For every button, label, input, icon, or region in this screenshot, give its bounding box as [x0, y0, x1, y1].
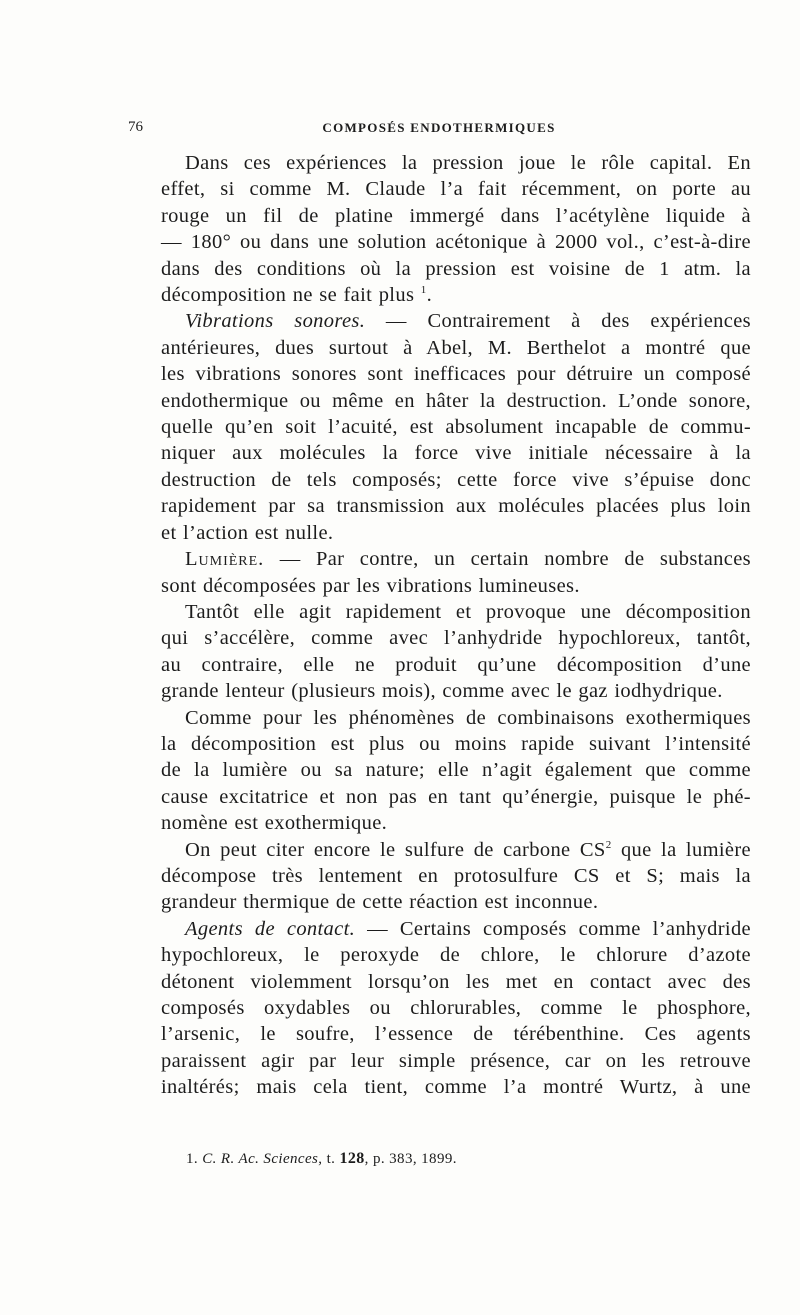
text-line — [161, 308, 751, 334]
paragraph-sulfure — [161, 837, 751, 916]
text-line: rapidement par sa transmission aux molécules placées plus loin — [161, 495, 751, 518]
footnote-tome: , t. — [318, 1151, 340, 1167]
text-line: niquer aux molécules la force vive initiale nécessaire à la — [161, 442, 751, 465]
page-header — [128, 119, 750, 143]
section-heading-lumiere: Lumière. — [185, 548, 265, 571]
text-line — [161, 546, 751, 572]
text-line: antérieures, dues surtout à Abel, M. Berthelot a montré que — [161, 336, 751, 359]
text-line — [161, 916, 751, 942]
text-line: l’arsenic, le soufre, l’essence de térébenthine. Ces agents — [161, 1023, 751, 1046]
page-number: 76 — [128, 119, 143, 135]
text-line: qui s’accélère, comme avec l’anhydride hypochloreux, tantôt, — [161, 627, 751, 650]
text-line: la décomposition est plus ou moins rapide suivant l’intensité — [161, 732, 751, 755]
paragraph-agents-contact — [161, 916, 751, 1101]
text-line: Dans ces expériences la pression joue le rôle capital. En — [185, 152, 751, 174]
text-line: et l’action est nulle. — [161, 521, 334, 544]
paragraph-tantot — [161, 599, 751, 705]
text-line: décomposition ne se fait plus $^1$. — [161, 284, 433, 307]
section-heading-agents: Agents de contact. — [185, 917, 356, 940]
page-body — [161, 150, 751, 1101]
text-line: Comme pour les phénomènes de combinaisons exothermiques — [185, 706, 751, 729]
text-line: Tantôt elle agit rapidement et provoque une décomposition — [185, 600, 751, 623]
text-line: décompose très lentement en protosulfure CS et S; mais la — [161, 864, 751, 887]
text-line: inaltérés; mais cela tient, comme l’a montré Wurtz, à une — [161, 1076, 751, 1099]
paragraph-pression — [161, 150, 751, 308]
section-heading-vibrations: Vibrations sonores. — [185, 310, 366, 333]
footnote-source: C. R. Ac. Sciences — [202, 1151, 319, 1167]
text-line: paraissent agir par leur simple présence, car on les retrouve — [161, 1049, 751, 1072]
text-line: détonent violemment lorsqu’on les met en contact avec des — [161, 970, 751, 993]
text-line: sont décomposées par les vibrations lumineuses. — [161, 574, 580, 597]
text-line: dans des conditions où la pression est voisine de 1 atm. la — [161, 257, 751, 280]
text-line: les vibrations sonores sont inefficaces pour détruire un composé — [161, 363, 751, 386]
text-line — [161, 837, 751, 863]
text-line: cause excitatrice et non pas en tant qu’énergie, puisque le phé- — [161, 785, 751, 808]
text-fragment: — Par contre, un certain nombre de substances — [264, 548, 751, 571]
text-fragment: que la lumière — [611, 838, 751, 861]
text-line: nomène est exothermique. — [161, 812, 388, 835]
text-fragment: — Contrairement à des expériences — [365, 310, 751, 333]
text-line: — 180° ou dans une solution acétonique à 2000 vol., c’est-à-dire — [161, 231, 751, 254]
text-line: grandeur thermique de cette réaction est inconnue. — [161, 891, 599, 914]
text-line: endothermique ou même en hâter la destruction. L’onde sonore, — [161, 389, 751, 412]
paragraph-phenomenes — [161, 705, 751, 837]
text-line: rouge un fil de platine immergé dans l’acétylène liquide à — [161, 204, 751, 227]
superscript: 2 — [605, 838, 612, 851]
text-fragment: décomposition ne se fait plus — [161, 284, 415, 307]
footnote-rest: , p. 383, 1899. — [364, 1151, 457, 1167]
footnote-volume: 128 — [339, 1150, 365, 1167]
text-line: hypochloreux, le peroxyde de chlore, le chlorure d’azote — [161, 944, 751, 967]
paragraph-vibrations-sonores — [161, 308, 751, 546]
text-line: grande lenteur (plusieurs mois), comme avec le gaz iodhydrique. — [161, 680, 723, 703]
text-line: destruction de tels composés; cette force vive s’épuise donc — [161, 468, 751, 491]
footnote-number: 1. — [186, 1151, 199, 1167]
footnote-reference: 1 — [420, 284, 427, 297]
running-head: COMPOSÉS ENDOTHERMIQUES — [322, 120, 556, 135]
text-line: au contraire, elle ne produit qu’une décomposition d’une — [161, 653, 751, 676]
text-fragment: On peut citer encore le sulfure de carbone CS — [185, 838, 606, 861]
text-line: effet, si comme M. Claude l’a fait récemment, on porte au — [161, 178, 751, 201]
text-line: quelle qu’en soit l’acuité, est absolument incapable de commu- — [161, 416, 751, 439]
text-line: de la lumière ou sa nature; elle n’agit également que comme — [161, 759, 751, 782]
text-line: composés oxydables ou chlorurables, comme le phosphore, — [161, 997, 751, 1019]
footnote — [186, 1150, 457, 1168]
text-fragment: — Certains composés comme l’anhydride — [355, 917, 751, 940]
paragraph-lumiere — [161, 546, 751, 599]
